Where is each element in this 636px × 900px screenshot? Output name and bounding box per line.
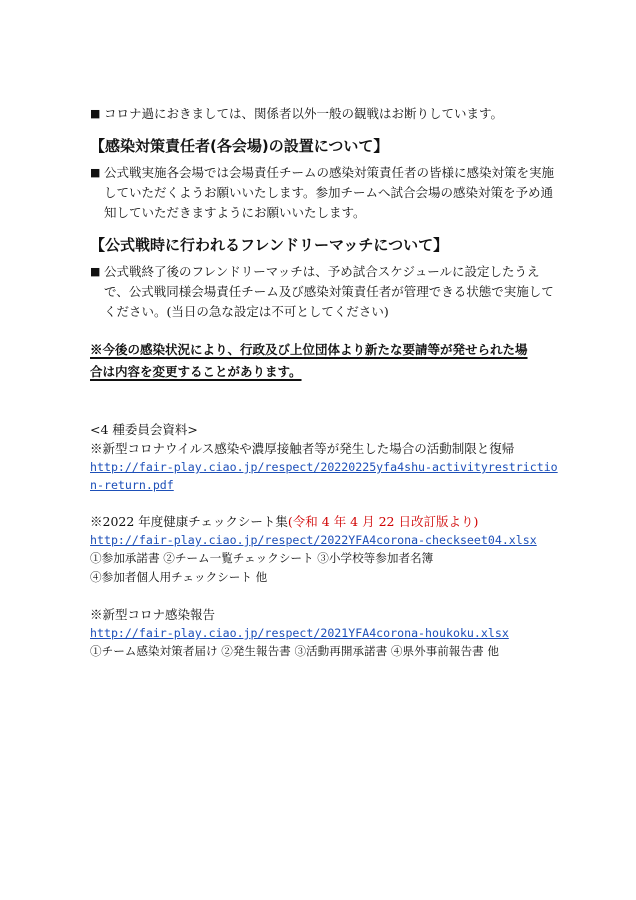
warning-note	[90, 340, 560, 382]
section2-bullet	[90, 262, 560, 322]
bullet-square-icon: ■	[90, 166, 101, 179]
material-3-line-1: ①チーム感染対策者届け ②発生報告書 ③活動再開承諾書 ④県外事前報告書 他	[90, 644, 499, 658]
material-2-line-1: ①参加承諾書 ②チーム一覧チェックシート ③小学校等参加者名簿	[90, 551, 434, 565]
section2-bullet-text: 公式戦終了後のフレンドリーマッチは、予め試合スケジュールに設定したうえで、公式戦同様会場責任チーム及び感染対策責任者が管理できる状態で実施してください。(当日の急な設定は不可としてください)	[104, 264, 554, 319]
warning-line-1: ※今後の感染状況により、行政及び上位団体より新たな要請等が発せられた場	[90, 342, 528, 357]
document-content	[90, 104, 560, 661]
bullet-square-icon: ■	[90, 107, 101, 120]
warning-line-2: 合は内容を変更することがあります。	[90, 364, 302, 379]
material-2-line-2: ④参加者個人用チェックシート 他	[90, 570, 268, 584]
section1-bullet	[90, 163, 560, 223]
material-3-text: ※新型コロナ感染報告	[90, 607, 216, 622]
section1-bullet-text: 公式戦実施各会場では会場責任チームの感染対策責任者の皆様に感染対策を実施していただくようお願いいたします。参加チームへ試合会場の感染対策を予め通知していただきますようにお願いいたします。	[104, 165, 555, 220]
material-2-text: ※2022 年度健康チェックシート集	[90, 514, 288, 529]
notice-top-text: コロナ過におきましては、関係者以外一般の観戦はお断りしています。	[104, 106, 504, 121]
material-2-link[interactable]: http://fair-play.ciao.jp/respect/2022YFA4corona-checkseet04.xlsx	[90, 533, 537, 547]
material-1-link[interactable]: http://fair-play.ciao.jp/respect/20220225yfa4shu-activityrestriction-return.pdf	[90, 460, 558, 492]
material-3-link[interactable]: http://fair-play.ciao.jp/respect/2021YFA4corona-houkoku.xlsx	[90, 626, 509, 640]
material-2-heading	[90, 512, 560, 531]
materials-title: <4 種委員会資料>	[90, 422, 198, 437]
material-2-red-note: (令和 4 年 4 月 22 日改訂版より)	[287, 514, 479, 529]
material-1-text: ※新型コロナウイルス感染や濃厚接触者等が発生した場合の活動制限と復帰	[90, 441, 515, 456]
section1-heading: 【感染対策責任者(各会場)の設置について】	[90, 137, 389, 155]
notice-top	[90, 104, 560, 124]
bullet-square-icon: ■	[90, 265, 101, 278]
section2-heading: 【公式戦時に行われるフレンドリーマッチについて】	[90, 236, 449, 254]
